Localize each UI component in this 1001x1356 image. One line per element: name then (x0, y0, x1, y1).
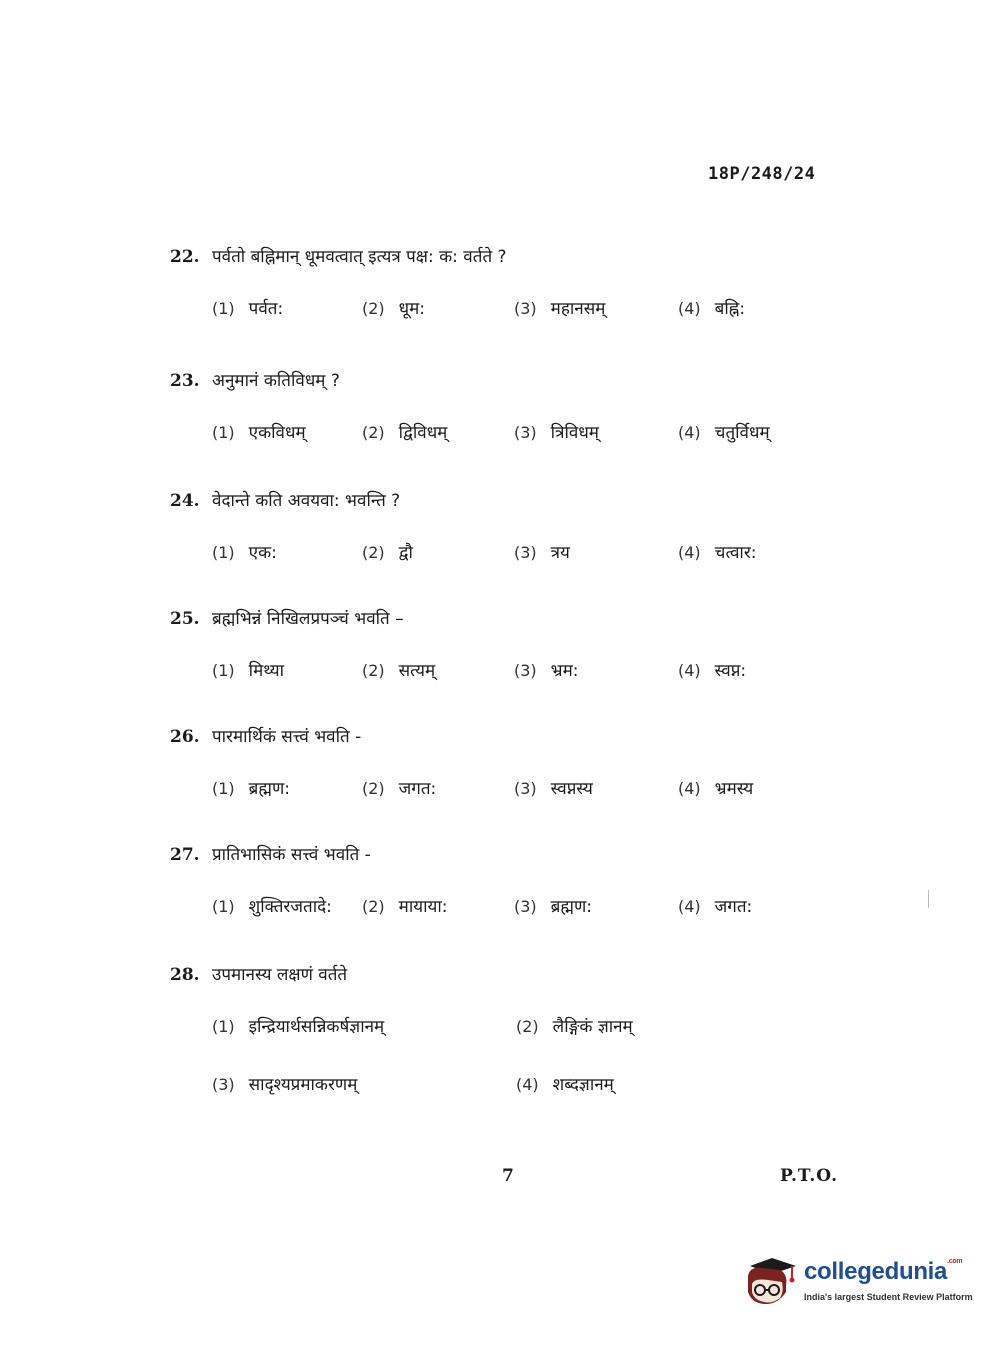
scan-mark (928, 890, 929, 908)
question-number: 28. (170, 965, 200, 985)
option-list (212, 296, 890, 326)
question-text: पारमार्थिकं सत्त्वं भवति - (212, 727, 362, 747)
option-list (212, 1072, 890, 1102)
page-number: 7 (502, 1166, 514, 1186)
option-3: (3) सादृश्यप्रमाकरणम् (212, 1075, 358, 1095)
option-2: (2) जगत: (362, 779, 437, 799)
option-list (212, 1014, 890, 1044)
option-3: (3) ब्रह्मण: (514, 897, 593, 917)
question-number: 24. (170, 491, 200, 511)
option-1: (1) पर्वत: (212, 299, 284, 319)
option-list (212, 540, 890, 570)
option-4: (4) चतुर्विधम् (678, 423, 770, 443)
option-3: (3) त्रिविधम् (514, 423, 599, 443)
question-number: 22. (170, 247, 200, 267)
option-list (212, 776, 890, 806)
pto-label: P.T.O. (780, 1166, 838, 1186)
question-text: ब्रह्मभिन्नं निखिलप्रपञ्चं भवति – (212, 609, 404, 629)
collegedunia-watermark (742, 1252, 972, 1312)
question-24 (170, 488, 890, 570)
option-2: (2) मायाया: (362, 897, 448, 917)
option-3: (3) स्वप्नस्य (514, 779, 593, 799)
question-text: पर्वतो बह्निमान् धूमवत्वात् इत्यत्र पक्ष: क: वर्तते ? (212, 247, 507, 267)
paper-code: 18P/248/24 (708, 164, 816, 184)
option-3: (3) भ्रम: (514, 661, 579, 681)
question-27 (170, 842, 890, 924)
question-text: वेदान्ते कति अवयवा: भवन्ति ? (212, 491, 401, 511)
brand-tagline: India's largest Student Review Platform (804, 1292, 973, 1302)
question-number: 26. (170, 727, 200, 747)
brand-name: collegedunia$^{.com}$ (804, 1258, 963, 1285)
option-4: (4) जगत: (678, 897, 753, 917)
option-1: (1) मिथ्या (212, 661, 285, 681)
question-22 (170, 244, 890, 326)
option-2: (2) लैङ्गिकं ज्ञानम् (516, 1017, 633, 1037)
option-1: (1) ब्रह्मण: (212, 779, 291, 799)
mascot-logo-icon (742, 1252, 800, 1310)
option-4: (4) स्वप्न: (678, 661, 747, 681)
option-list (212, 894, 890, 924)
option-3: (3) महानसम् (514, 299, 606, 319)
option-2: (2) द्विविधम् (362, 423, 448, 443)
question-26 (170, 724, 890, 806)
question-text: अनुमानं कतिविधम् ? (212, 371, 340, 391)
option-1: (1) एकविधम् (212, 423, 306, 443)
question-28 (170, 962, 890, 1102)
question-text: प्रातिभासिकं सत्त्वं भवति - (212, 845, 371, 865)
option-2: (2) सत्यम् (362, 661, 436, 681)
option-1: (1) इन्द्रियार्थसन्निकर्षज्ञानम् (212, 1017, 385, 1037)
option-2: (2) धूम: (362, 299, 426, 319)
question-23 (170, 368, 890, 450)
option-list (212, 658, 890, 688)
option-1: (1) शुक्तिरजतादे: (212, 897, 332, 917)
option-3: (3) त्रय (514, 543, 570, 563)
option-4: (4) बह्नि: (678, 299, 746, 319)
brand-domain-suffix: .com (947, 1258, 963, 1265)
option-list (212, 420, 890, 450)
question-number: 23. (170, 371, 200, 391)
option-4: (4) भ्रमस्य (678, 779, 754, 799)
option-1: (1) एक: (212, 543, 277, 563)
question-text: उपमानस्य लक्षणं वर्तते (212, 965, 348, 985)
question-number: 25. (170, 609, 200, 629)
question-number: 27. (170, 845, 200, 865)
option-2: (2) द्वौ (362, 543, 413, 563)
question-25 (170, 606, 890, 688)
option-4: (4) शब्दज्ञानम् (516, 1075, 614, 1095)
option-4: (4) चत्वार: (678, 543, 757, 563)
